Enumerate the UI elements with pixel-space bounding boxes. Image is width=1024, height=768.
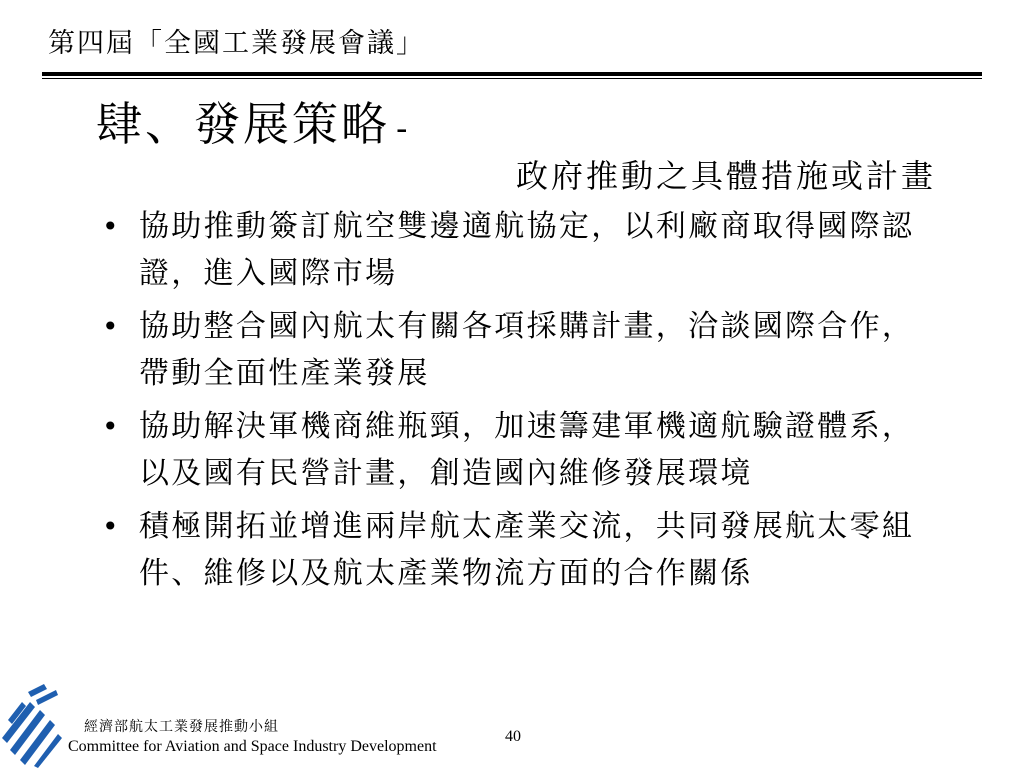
bullet-dot-icon: • xyxy=(102,410,121,443)
slide-title xyxy=(96,96,411,157)
bullet-text: 協助推動簽訂航空雙邊適航協定，以利廠商取得國際認證，進入國際市場 xyxy=(139,209,915,291)
slide-title-dash: - xyxy=(396,109,411,149)
bullet-dot-icon: • xyxy=(102,310,121,343)
bullet-item xyxy=(96,403,946,497)
page-number: 40 xyxy=(505,728,521,745)
header-rule-thin xyxy=(42,78,982,79)
bullet-text: 協助整合國內航太有關各項採購計畫，洽談國際合作，帶動全面性產業發展 xyxy=(139,309,915,391)
footer-org-zh: 經濟部航太工業發展推動小組 xyxy=(84,719,279,735)
bullet-dot-icon: • xyxy=(102,510,121,543)
header-rule-thick xyxy=(42,72,982,76)
slide-subtitle: 政府推動之具體措施或計畫 xyxy=(515,157,936,195)
bullet-item xyxy=(96,203,946,297)
aviation-stripes-logo-icon xyxy=(0,680,62,768)
bullet-item xyxy=(96,303,946,397)
footer-org-en: Committee for Aviation and Space Industry Development xyxy=(68,738,437,755)
header-title: 第四屆「全國工業發展會議」 xyxy=(48,28,425,59)
bullet-text: 協助解決軍機商維瓶頸，加速籌建軍機適航驗證體系，以及國有民營計畫，創造國內維修發展環境 xyxy=(139,409,915,491)
bullet-text: 積極開拓並增進兩岸航太產業交流，共同發展航太零組件、維修以及航太產業物流方面的合作關係 xyxy=(139,509,915,591)
bullet-dot-icon: • xyxy=(102,210,121,243)
bullet-item xyxy=(96,503,946,597)
bullet-list xyxy=(96,203,946,603)
slide-title-text: 肆、發展策略 xyxy=(96,97,390,151)
